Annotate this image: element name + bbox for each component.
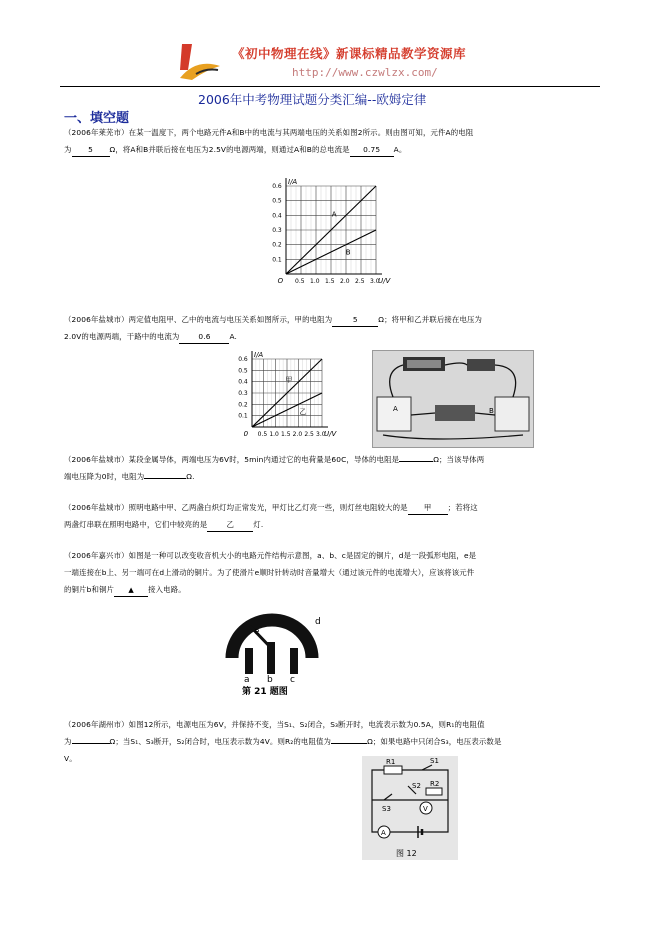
site-banner-text: 《初中物理在线》新课标精品教学资源库: [232, 46, 467, 61]
label-d: d: [315, 617, 321, 627]
q2-circuit-photo: [372, 350, 534, 448]
y-tick-label: 0.1: [272, 256, 282, 264]
y-tick-label: 0.1: [238, 412, 248, 420]
x-tick-label: 3.0: [370, 278, 380, 285]
page-title: 2006年中考物理试题分类汇编--欧姆定律: [198, 92, 427, 107]
origin-label: O: [277, 277, 284, 285]
series-label: 乙: [299, 407, 307, 416]
label-v: V: [423, 805, 428, 813]
y-tick-label: 0.5: [272, 197, 282, 205]
label-s1: S1: [430, 757, 439, 765]
y-axis-label: I/A: [288, 178, 298, 186]
y-tick-label: 0.4: [238, 378, 248, 386]
header-divider: [60, 86, 600, 87]
q1-chart: [258, 172, 398, 296]
q6-line3: V。: [64, 754, 77, 763]
x-tick-label: 1.5: [281, 431, 291, 438]
y-tick-label: 0.4: [272, 212, 282, 220]
q2-chart: [228, 345, 344, 445]
label-e: e: [254, 627, 260, 637]
x-axis-label: U/V: [378, 277, 391, 285]
x-tick-label: 2.0: [292, 431, 303, 438]
q6-line1: （2006年湖州市）如图12所示，电源电压为6V，并保持不变，当S₁、S₂闭合，S₃断开时，电流表示数为0.5A，则R₁的电阻值: [64, 720, 485, 729]
q3-line1: （2006年盐城市）某段金属导体，两端电压为6V时，5min内通过它的电荷量是60C，导体的电阻是 Ω；当该导体两: [64, 455, 485, 464]
q5-line2: 一端连接在b上、另一端可在d上滑动的铜片。为了使滑片e顺时针转动时音量增大（通过该元件的电流增大），应该将该元件: [64, 568, 475, 577]
q4-answer-1[interactable]: 甲: [408, 502, 448, 515]
q2-line2: 2.0V的电源两端，干路中的电流为 0.6 A.: [64, 328, 482, 345]
question-2: [64, 311, 482, 345]
q6-answer-1[interactable]: [72, 743, 110, 744]
q1-line1: （2006年莱芜市）在某一温度下，两个电路元件A和B中的电流与其两端电压的关系如图2所示。则由图可知，元件A的电阻: [64, 128, 474, 137]
q6-circuit-figure: [362, 756, 458, 860]
q5-line1: （2006年嘉兴市）如图是一种可以改变收音机大小的电路元件结构示意图，a、b、c是固定的铜片，d是一段弧形电阻，e是: [64, 551, 477, 560]
label-b: b: [267, 675, 273, 685]
label-s3: S3: [382, 805, 391, 813]
y-tick-label: 0.3: [238, 390, 248, 397]
x-tick-label: 2.5: [304, 431, 314, 438]
q6-caption: 图 12: [396, 849, 417, 858]
label-s2: S2: [412, 782, 421, 790]
y-tick-label: 0.5: [238, 367, 248, 375]
x-tick-label: 1.0: [310, 278, 320, 285]
section-heading: 一、填空题: [64, 111, 130, 126]
q2-answer-2[interactable]: 0.6: [179, 331, 229, 344]
q1-line2: 为 5 Ω，将A和B并联后接在电压为2.5V的电源两端，则通过A和B的总电流是 0.75 A。: [64, 141, 473, 158]
q6-answer-2[interactable]: [331, 743, 367, 744]
q4-line1: （2006年盐城市）照明电路中甲、乙两盏白炽灯均正常发光，甲灯比乙灯亮一些，则灯丝电阻较大的是 甲 ；若将这: [64, 499, 478, 516]
y-axis-label: I/A: [254, 351, 264, 359]
series-label: A: [331, 210, 337, 219]
y-tick-label: 0.6: [238, 356, 248, 363]
y-tick-label: 0.3: [272, 227, 282, 234]
x-tick-label: 2.5: [355, 278, 365, 285]
site-url-link[interactable]: http://www.czwlzx.com/: [292, 66, 438, 79]
q2-answer-1[interactable]: 5: [332, 314, 378, 327]
ammeter-b-label: B: [489, 407, 494, 415]
y-tick-label: 0.2: [238, 401, 248, 409]
q5-line3: 的铜片b和铜片 ▲ 接入电路。: [64, 581, 476, 598]
q1-answer-2[interactable]: 0.75: [350, 144, 394, 157]
q4-answer-2[interactable]: 乙: [207, 519, 253, 532]
x-tick-label: 0.5: [295, 278, 305, 285]
x-tick-label: 3.0: [316, 431, 326, 438]
q3-answer-1[interactable]: [399, 461, 433, 462]
series-label: B: [345, 248, 351, 257]
q3-answer-2[interactable]: [144, 478, 186, 479]
x-tick-label: 1.0: [269, 431, 279, 438]
question-5: [64, 547, 476, 598]
q5-answer-1[interactable]: ▲: [114, 584, 148, 597]
q4-line2: 两盏灯串联在照明电路中，它们中较亮的是 乙 灯.: [64, 516, 478, 533]
label-r1: R1: [386, 758, 396, 766]
origin-label: 0: [243, 430, 249, 438]
label-a: a: [244, 675, 250, 685]
x-tick-label: 2.0: [340, 278, 350, 285]
y-tick-label: 0.6: [272, 183, 282, 190]
question-4: [64, 499, 478, 533]
q3-line2: 端电压降为0时，电阻为 Ω.: [64, 472, 195, 481]
q2-line1: （2006年盐城市）两定值电阻甲、乙中的电流与电压关系如图所示，甲的电阻为 5 Ω；将甲和乙并联后接在电压为: [64, 311, 482, 328]
site-logo: [176, 40, 224, 82]
x-tick-label: 1.5: [325, 278, 335, 285]
question-1: [64, 124, 473, 158]
q5-figure: [218, 598, 328, 698]
series-label: 甲: [285, 375, 293, 384]
ammeter-a-label: A: [393, 405, 398, 413]
q6-line2: 为 Ω；当S₁、S₃断开，S₂闭合时，电压表示数为4V。则R₂的电阻值为 Ω；如果电路中只闭合S₃，电压表示数是: [64, 737, 502, 746]
label-r2: R2: [430, 780, 440, 788]
x-tick-label: 0.5: [257, 431, 268, 438]
q1-answer-1[interactable]: 5: [72, 144, 110, 157]
question-3: [64, 451, 484, 485]
q5-caption: 第 21 题图: [242, 687, 288, 697]
label-c: c: [290, 675, 295, 685]
x-axis-label: U/V: [324, 430, 337, 438]
label-a: A: [381, 829, 386, 837]
y-tick-label: 0.2: [272, 241, 282, 249]
